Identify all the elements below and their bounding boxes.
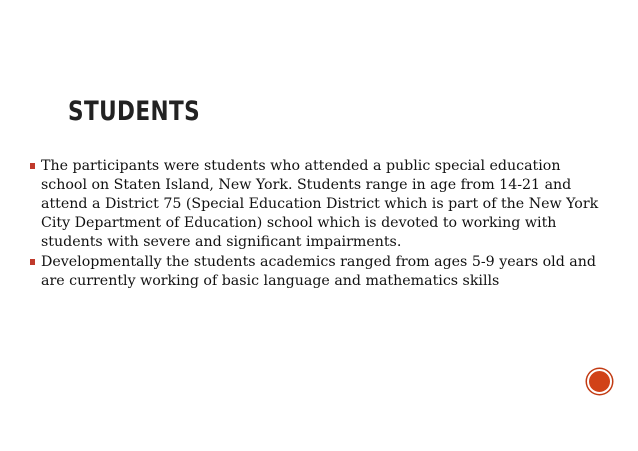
bullet-text: Developmentally the students academics ranged from ages 5-9 years old and are currently working of basic language and mathematics skills <box>41 254 596 289</box>
bullet-item <box>30 157 610 252</box>
slide-title: STUDENTS <box>68 96 201 127</box>
square-bullet-icon <box>30 163 35 169</box>
bullet-item <box>30 253 610 291</box>
bullet-list <box>30 157 610 292</box>
circle-accent-icon <box>587 369 612 394</box>
square-bullet-icon <box>30 259 35 265</box>
bullet-text: The participants were students who attended a public special education school on Staten Island, New York. Students range in age from 14-21 and attend a District 75 (Special Education District which is part of the New York City Department of Education) school which is devoted to working with students with severe and significant impairments. <box>41 158 599 250</box>
